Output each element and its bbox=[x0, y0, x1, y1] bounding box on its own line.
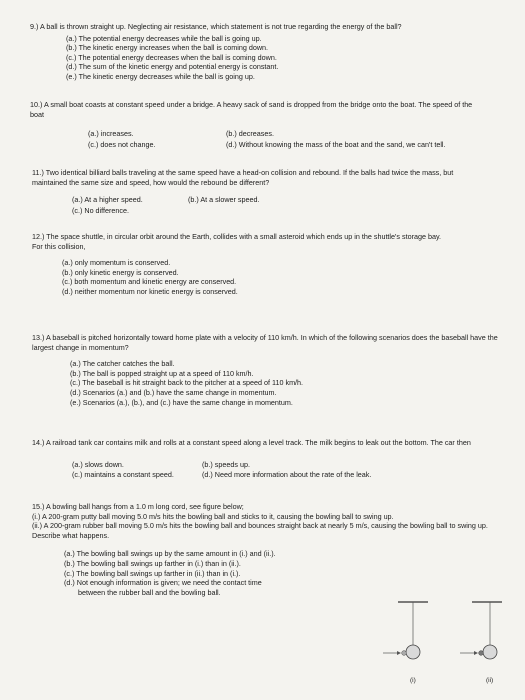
question-14-option-a: (a.) slows down. bbox=[72, 459, 124, 469]
rubber-ball bbox=[479, 651, 484, 656]
arrowhead-i bbox=[397, 651, 401, 655]
question-9-option-d: (d.) The sum of the kinetic energy and potential energy is constant. bbox=[66, 62, 279, 72]
question-14 bbox=[32, 438, 512, 480]
question-12-option-c: (c.) both momentum and kinetic energy are conserved. bbox=[62, 277, 237, 287]
pendulum-setup-ii bbox=[460, 602, 502, 684]
question-13-options bbox=[70, 359, 512, 407]
question-12-option-d: (d.) neither momentum nor kinetic energy is conserved. bbox=[62, 286, 238, 296]
question-11-option-b: (b.) At a slower speed. bbox=[188, 195, 260, 205]
question-11-option-a: (a.) At a higher speed. bbox=[72, 195, 143, 205]
question-15-stem-line-4: Describe what happens. bbox=[32, 530, 110, 540]
question-12-options bbox=[62, 258, 452, 296]
question-12-stem: 12.) The space shuttle, in circular orbit around the Earth, collides with a small asteroid which ends up in the shuttle's storage bay. For this collision, bbox=[32, 232, 442, 251]
question-13-option-c: (c.) The baseball is hit straight back to the pitcher at a speed of 110 km/h. bbox=[70, 378, 304, 388]
question-15-stem-line-2: (i.) A 200-gram putty ball moving 5.0 m/s hits the bowling ball and sticks to it, causing the bowling ball to swing up. bbox=[32, 511, 394, 521]
question-15-stem-line-1: 15.) A bowling ball hangs from a 1.0 m long cord, see figure below; bbox=[32, 502, 244, 511]
question-11-options bbox=[72, 195, 482, 215]
question-13 bbox=[32, 333, 512, 407]
question-14-stem: 14.) A railroad tank car contains milk and rolls at a constant speed along a level track. The milk begins to leak out the bottom. The car then bbox=[32, 438, 471, 447]
figure-label-i: (i) bbox=[410, 677, 416, 684]
question-11 bbox=[32, 168, 482, 215]
question-15-option-b: (b.) The bowling ball swings up farther in (i.) than in (ii.). bbox=[64, 558, 241, 568]
bowling-ball-i bbox=[406, 645, 420, 659]
question-10-option-a: (a.) increases. bbox=[88, 129, 134, 139]
question-10-option-c: (c.) does not change. bbox=[88, 139, 156, 149]
figure-label-ii: (ii) bbox=[486, 677, 494, 684]
question-15-option-d: (d.) Not enough information is given; we need the contact time bbox=[64, 578, 262, 588]
pendulum-setup-i bbox=[383, 602, 428, 684]
question-9-option-c: (c.) The potential energy decreases when the ball is coming down. bbox=[66, 52, 277, 62]
question-10-stem: 10.) A small boat coasts at constant speed under a bridge. A heavy sack of sand is dropped from the bridge onto the boat. The speed of the boat bbox=[30, 100, 473, 119]
question-10-options bbox=[88, 129, 480, 149]
question-14-option-b: (b.) speeds up. bbox=[202, 459, 250, 469]
bowling-ball-ii bbox=[483, 645, 497, 659]
question-13-option-e: (e.) Scenarios (a.), (b.), and (c.) have the same change in momentum. bbox=[70, 397, 293, 407]
question-10 bbox=[30, 100, 480, 149]
question-10-option-d: (d.) Without knowing the mass of the boat and the sand, we can't tell. bbox=[226, 139, 446, 149]
question-15-stem-line-3: (ii.) A 200-gram rubber ball moving 5.0 m/s hits the bowling ball and bounces straight back at nearly 5 m/s, causing the bowling ball to swing up. bbox=[32, 521, 488, 531]
question-13-option-a: (a.) The catcher catches the ball. bbox=[70, 359, 175, 369]
question-15-options bbox=[64, 549, 494, 597]
question-15-option-a: (a.) The bowling ball swings up by the same amount in (i.) and (ii.). bbox=[64, 549, 276, 559]
question-9-options bbox=[66, 34, 510, 82]
question-12-option-b: (b.) only kinetic energy is conserved. bbox=[62, 267, 179, 277]
question-9-option-b: (b.) The kinetic energy increases when the ball is coming down. bbox=[66, 43, 269, 53]
pendulum-diagram bbox=[380, 596, 520, 686]
arrowhead-ii bbox=[474, 651, 478, 655]
question-9-stem: 9.) A ball is thrown straight up. Neglecting air resistance, which statement is not true regarding the energy of the ball? bbox=[30, 22, 402, 31]
pendulum-figure bbox=[380, 596, 520, 686]
question-14-options bbox=[72, 460, 512, 480]
putty-ball bbox=[402, 651, 407, 656]
question-11-stem: 11.) Two identical billiard balls traveling at the same speed have a head-on collision and rebound. If the balls had twice the mass, but maintained the same size and speed, how would the rebound be different? bbox=[32, 168, 454, 187]
question-12 bbox=[32, 232, 452, 297]
question-11-option-c: (c.) No difference. bbox=[72, 205, 129, 215]
question-9 bbox=[30, 22, 510, 82]
question-14-option-c: (c.) maintains a constant speed. bbox=[72, 470, 174, 480]
question-9-option-e: (e.) The kinetic energy decreases while the ball is going up. bbox=[66, 71, 255, 81]
question-15 bbox=[32, 502, 494, 597]
question-14-option-d: (d.) Need more information about the rate of the leak. bbox=[202, 470, 372, 480]
question-15-option-c: (c.) The bowling ball swings up farther in (ii.) than in (i.). bbox=[64, 568, 241, 578]
question-12-option-a: (a.) only momentum is conserved. bbox=[62, 258, 171, 268]
question-10-option-b: (b.) decreases. bbox=[226, 129, 274, 139]
question-13-stem: 13.) A baseball is pitched horizontally toward home plate with a velocity of 110 km/h. In which of the following scenarios does the baseball have the largest change in momentum? bbox=[32, 333, 498, 352]
question-15-option-d-continued: between the rubber ball and the bowling ball. bbox=[78, 587, 221, 597]
question-13-option-d: (d.) Scenarios (a.) and (b.) have the same change in momentum. bbox=[70, 387, 277, 397]
question-13-option-b: (b.) The ball is popped straight up at a speed of 110 km/h. bbox=[70, 368, 254, 378]
question-9-option-a: (a.) The potential energy decreases while the ball is going up. bbox=[66, 33, 262, 43]
